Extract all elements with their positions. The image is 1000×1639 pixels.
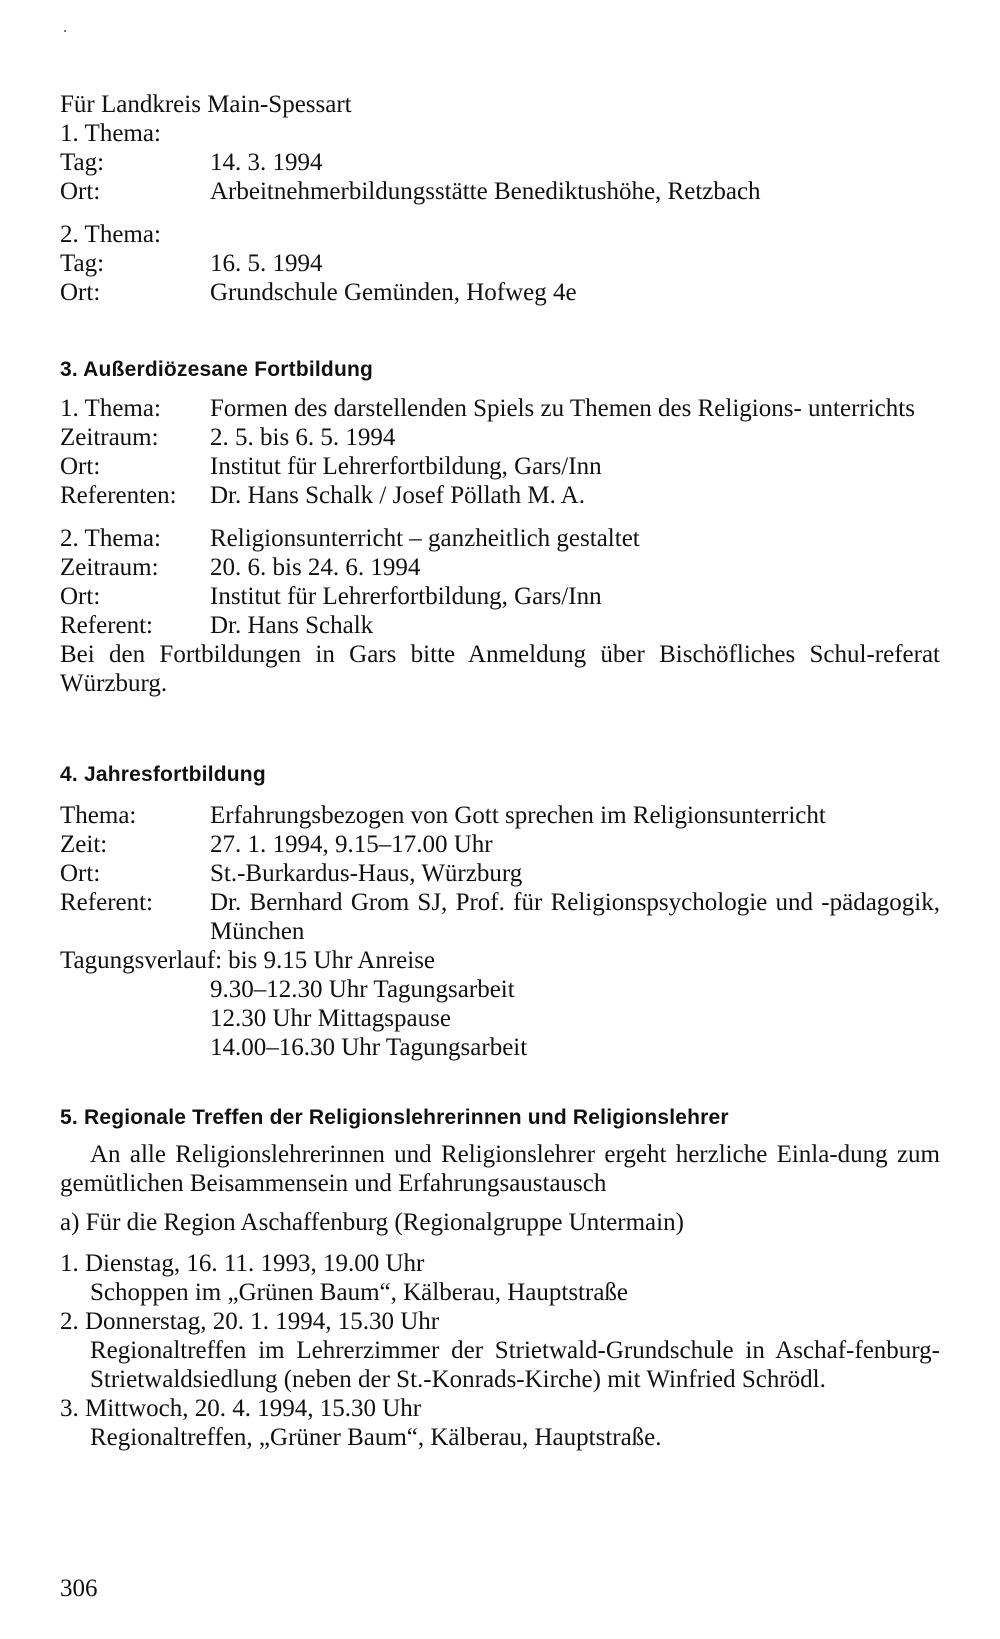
list-item <box>60 1249 940 1307</box>
ort-value: Institut für Lehrerfortbildung, Gars/Inn <box>210 453 602 480</box>
referent-value: Dr. Hans Schalk <box>210 612 374 639</box>
s4-ort-row <box>60 859 940 888</box>
s4-referent-row <box>60 888 940 946</box>
tag-label: Tag: <box>60 250 105 277</box>
thema-2-head: 2. Thema: <box>60 221 161 248</box>
section-5-heading: 5. Regionale Treffen der Religionslehrerinnen und Religionslehrer <box>60 1106 729 1129</box>
section-3 <box>60 355 940 698</box>
s3-referenten-row <box>60 481 940 510</box>
ort-label: Ort: <box>60 860 101 887</box>
item-desc: Regionaltreffen, „Grüner Baum“, Kälberau, Hauptstraße. <box>90 1424 662 1451</box>
zeitraum-value: 20. 6. bis 24. 6. 1994 <box>210 554 421 581</box>
item-date: 3. Mittwoch, 20. 4. 1994, 15.30 Uhr <box>60 1395 422 1422</box>
thema-1-ort-row <box>60 177 940 206</box>
s3-ort-1-row <box>60 452 940 481</box>
thema-2-ort-row <box>60 278 940 307</box>
thema-value: Formen des darstellenden Spiels zu Themen des Religions- unterrichts <box>210 395 915 422</box>
thema-label: Thema: <box>60 802 137 829</box>
item-desc: Regionaltreffen im Lehrerzimmer der Strietwald-Grundschule in Aschaf-fenburg-Strietwaldsiedlung (neben der St.-Konrads-Kirche) mit Winfried Schrödl. <box>90 1337 940 1393</box>
ort-label: Ort: <box>60 583 101 610</box>
thema-label: 1. Thema: <box>60 395 161 422</box>
ort-value: Arbeitnehmerbildungsstätte Benediktushöhe, Retzbach <box>210 178 761 205</box>
s4-verlauf-row <box>60 946 940 975</box>
thema-2-tag-row <box>60 249 940 278</box>
verlauf-label: Tagungsverlauf: <box>60 947 223 974</box>
zeit-label: Zeit: <box>60 831 108 858</box>
section-5 <box>60 1103 940 1452</box>
zeitraum-value: 2. 5. bis 6. 5. 1994 <box>210 424 396 451</box>
scan-speck <box>64 30 66 32</box>
ort-label: Ort: <box>60 279 101 306</box>
zeit-value: 27. 1. 1994, 9.15–17.00 Uhr <box>210 831 493 858</box>
referenten-label: Referenten: <box>60 482 177 509</box>
s3-ort-2-row <box>60 582 940 611</box>
s3-zeitraum-1-row <box>60 423 940 452</box>
s4-zeit-row <box>60 830 940 859</box>
s3-referent-row <box>60 611 940 640</box>
verlauf-item: 12.30 Uhr Mittagspause <box>210 1005 451 1032</box>
ort-label: Ort: <box>60 453 101 480</box>
item-date: 2. Donnerstag, 20. 1. 1994, 15.30 Uhr <box>60 1308 440 1335</box>
region-a: a) Für die Region Aschaffenburg (Regionalgruppe Untermain) <box>60 1209 684 1236</box>
verlauf-first: bis 9.15 Uhr Anreise <box>228 947 436 974</box>
verlauf-item: 9.30–12.30 Uhr Tagungsarbeit <box>210 976 515 1003</box>
tag-value: 16. 5. 1994 <box>210 250 323 277</box>
gars-note: Bei den Fortbildungen in Gars bitte Anmeldung über Bischöfliches Schul-referat Würzburg. <box>60 641 940 697</box>
ort-value: Institut für Lehrerfortbildung, Gars/Inn <box>210 583 602 610</box>
referent-label: Referent: <box>60 612 154 639</box>
section-4 <box>60 760 940 1062</box>
referent-label: Referent: <box>60 889 154 916</box>
s3-zeitraum-2-row <box>60 553 940 582</box>
referent-value: Dr. Bernhard Grom SJ, Prof. für Religionspsychologie und -pädagogik, München <box>210 889 940 945</box>
zeitraum-label: Zeitraum: <box>60 424 159 451</box>
verlauf-item: 14.00–16.30 Uhr Tagungsarbeit <box>210 1034 528 1061</box>
section-4-heading: 4. Jahresfortbildung <box>60 763 266 786</box>
item-desc: Schoppen im „Grünen Baum“, Kälberau, Hauptstraße <box>90 1279 629 1306</box>
ort-value: St.-Burkardus-Haus, Würzburg <box>210 860 523 887</box>
thema-value: Erfahrungsbezogen von Gott sprechen im Religionsunterricht <box>210 802 826 829</box>
tag-value: 14. 3. 1994 <box>210 149 323 176</box>
s3-thema-2-row <box>60 524 940 553</box>
section-3-heading: 3. Außerdiözesane Fortbildung <box>60 358 374 381</box>
zeitraum-label: Zeitraum: <box>60 554 159 581</box>
s3-thema-1-row <box>60 394 940 423</box>
thema-1-tag-row <box>60 148 940 177</box>
thema-label: 2. Thema: <box>60 525 161 552</box>
thema-value: Religionsunterricht – ganzheitlich gestaltet <box>210 525 640 552</box>
s4-thema-row <box>60 801 940 830</box>
list-item <box>60 1394 940 1452</box>
tag-label: Tag: <box>60 149 105 176</box>
ort-label: Ort: <box>60 178 101 205</box>
item-date: 1. Dienstag, 16. 11. 1993, 19.00 Uhr <box>60 1250 425 1277</box>
thema-1-head: 1. Thema: <box>60 120 161 147</box>
landkreis-section <box>60 90 940 307</box>
section-5-intro: An alle Religionslehrerinnen und Religionslehrer ergeht herzliche Einla-dung zum gemütlichen Beisammensein und Erfahrungsaustausch <box>60 1141 940 1197</box>
referenten-value: Dr. Hans Schalk / Josef Pöllath M. A. <box>210 482 585 509</box>
ort-value: Grundschule Gemünden, Hofweg 4e <box>210 279 577 306</box>
list-item <box>60 1307 940 1394</box>
page-number: 306 <box>60 1575 98 1602</box>
landkreis-title: Für Landkreis Main-Spessart <box>60 91 352 118</box>
